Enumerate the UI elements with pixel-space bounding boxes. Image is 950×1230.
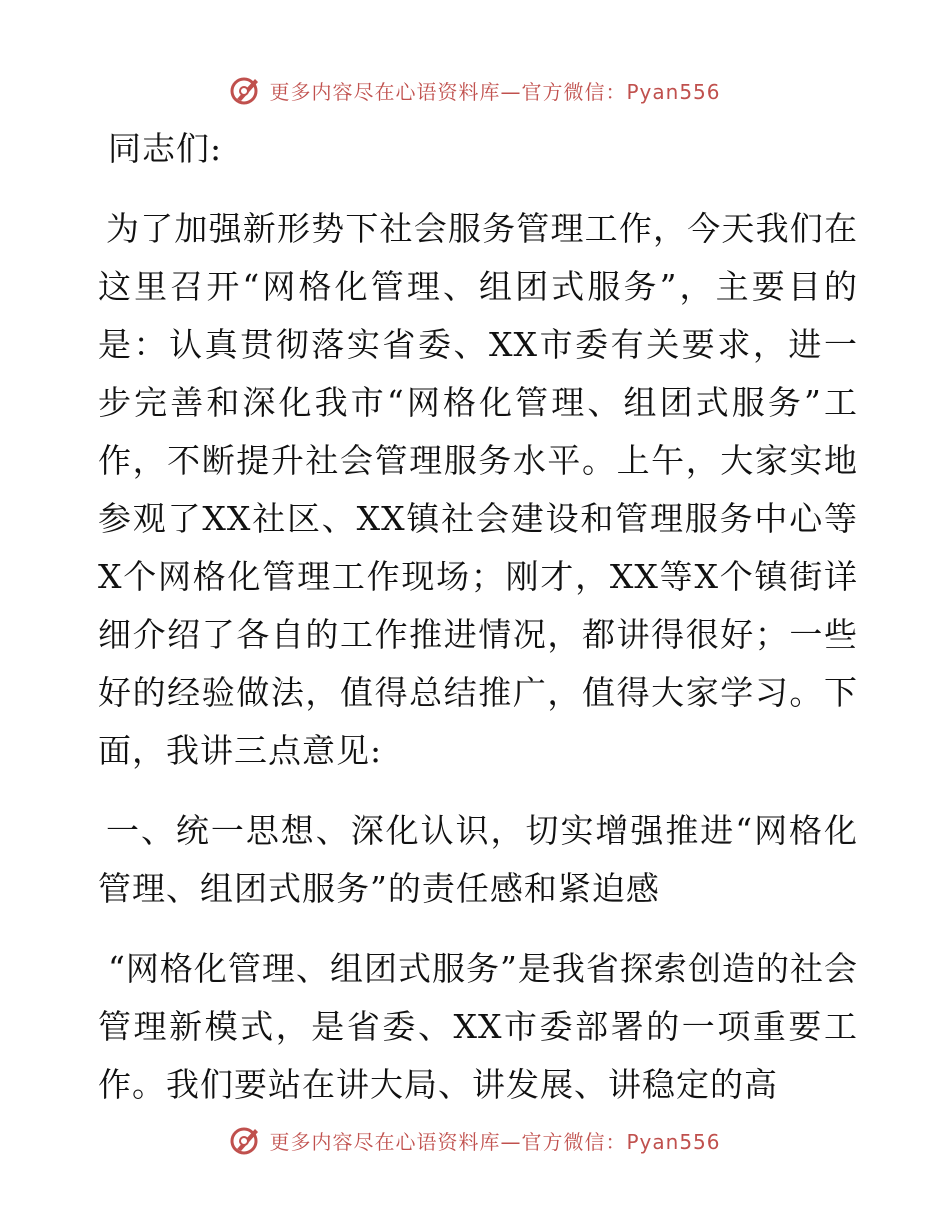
watermark-text: 更多内容尽在心语资料库—官方微信： [269, 79, 627, 104]
paragraph-intro: 为了加强新形势下社会服务管理工作，今天我们在这里召开“网格化管理、组团式服务”，主要目的是：认真贯彻落实省委、XX市委有关要求，进一步完善和深化我市“网格化管理、组团式服务”工作，不断提升社会管理服务水平。上午，大家实地参观了XX社区、XX镇社会建设和管理服务中心等X个网格化管理工作现场；刚才，XX等X个镇街详细介绍了各自的工作推进情况，都讲得很好；一些好的经验做法，值得总结推广，值得大家学习。下面，我讲三点意见: [98, 209, 858, 770]
quill-logo-icon [229, 73, 263, 107]
paragraph-section-1: “网格化管理、组团式服务”是我省探索创造的社会管理新模式，是省委、XX市委部署的一项重要工作。我们要站在讲大局、讲发展、讲稳定的高 [98, 949, 858, 1104]
section-heading-1: 一、统一思想、深化认识，切实增强推进“网格化管理、组团式服务”的责任感和紧迫感 [98, 811, 858, 908]
watermark-text: 更多内容尽在心语资料库—官方微信： [269, 1129, 627, 1154]
footer-watermark [0, 1120, 950, 1160]
watermark-wechat-id: Pyan556 [626, 1129, 721, 1154]
document-body [98, 120, 858, 1114]
greeting: 同志们: [108, 129, 223, 168]
quill-logo-icon [229, 1123, 263, 1157]
watermark-wechat-id: Pyan556 [626, 79, 721, 104]
header-watermark [0, 70, 950, 110]
